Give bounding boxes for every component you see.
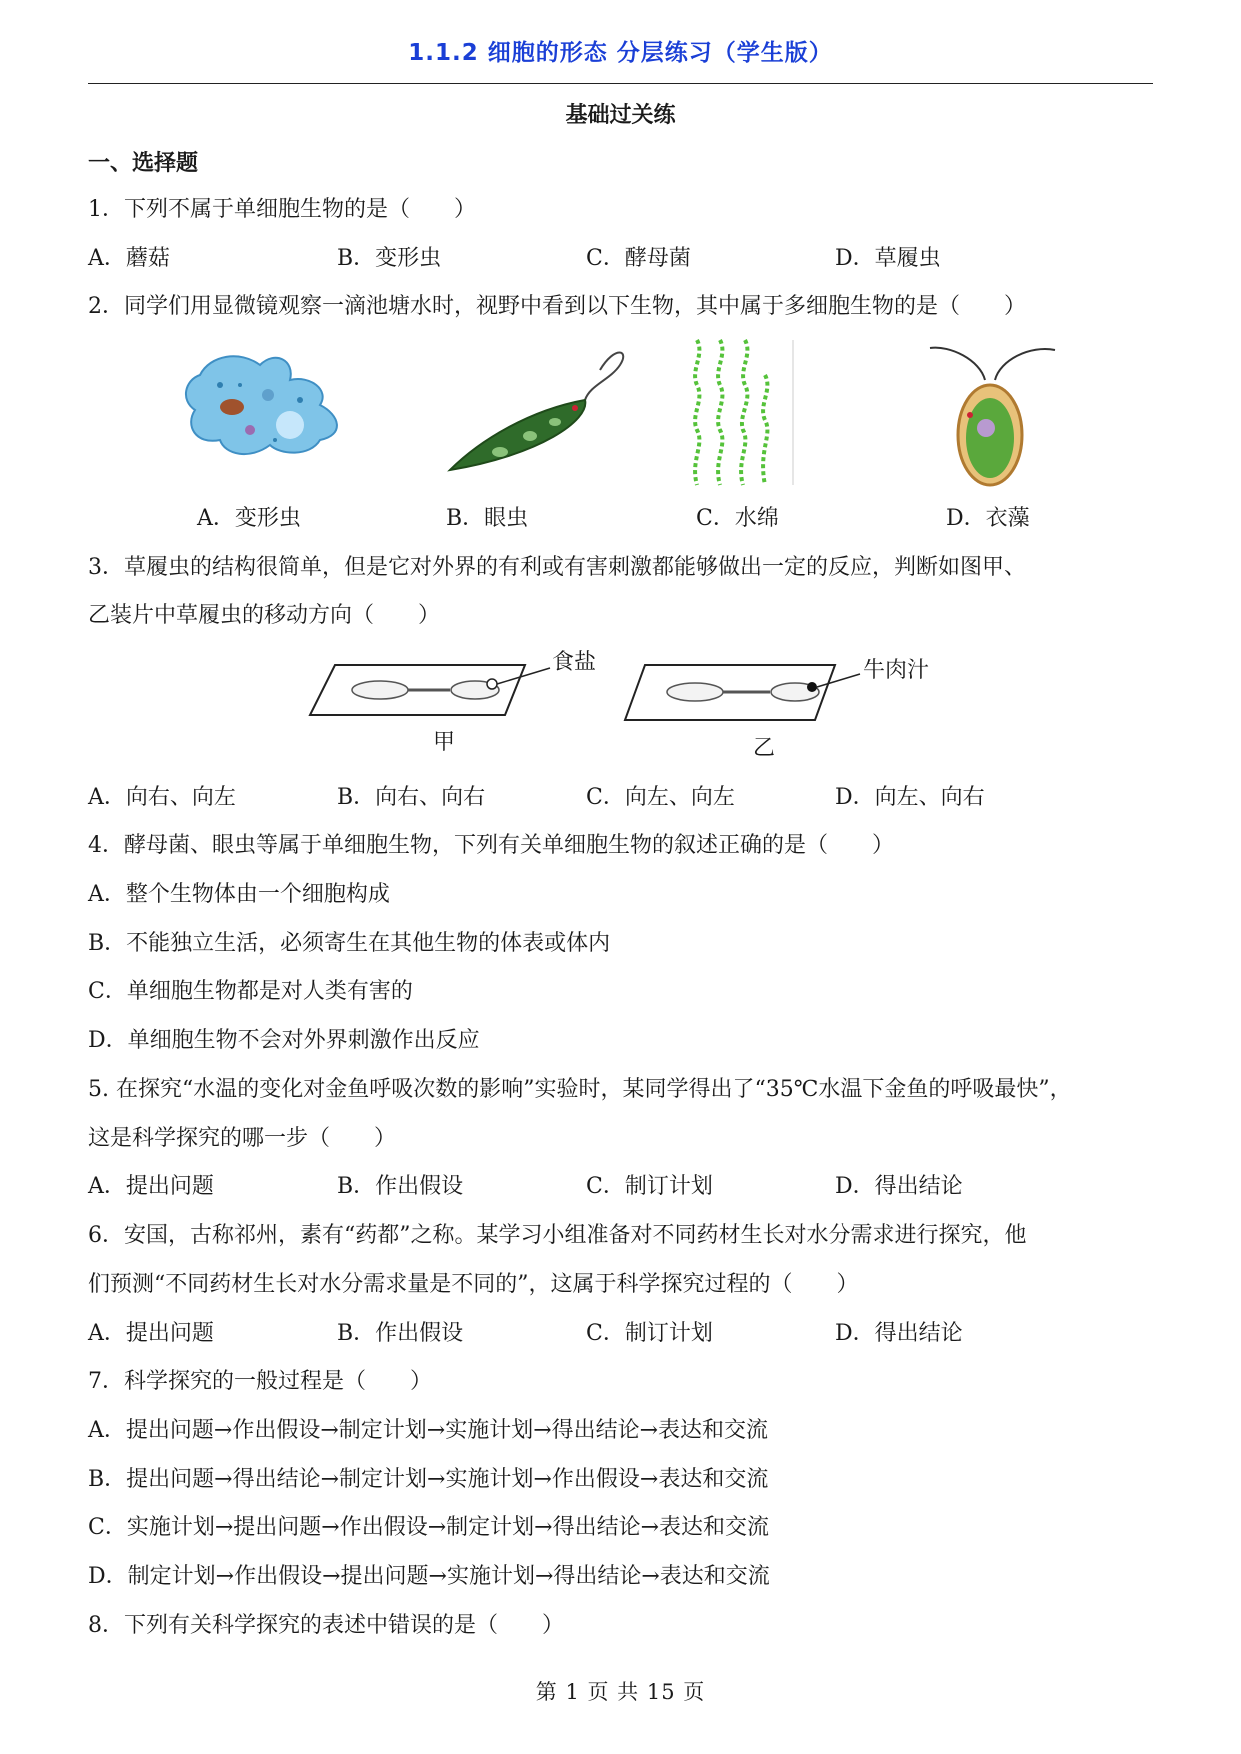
question-7-option-a: A．提出问题→作出假设→制定计划→实施计划→得出结论→表达和交流 <box>88 1418 769 1443</box>
question-1-option-d: D．草履虫 <box>835 246 941 271</box>
amoeba-image <box>180 345 350 465</box>
question-3-option-d: D．向左、向右 <box>835 785 985 810</box>
slide-right-caption: 乙 <box>753 736 776 761</box>
section-title: 基础过关练 <box>565 103 676 128</box>
slide-left-label: 食盐 <box>552 650 597 675</box>
question-4-option-b: B．不能独立生活，必须寄生在其他生物的体表或体内 <box>88 931 611 956</box>
question-6-stem-line-1: 6．安国，古称祁州，素有“药都”之称。某学习小组准备对不同药材生长对水分需求进行探究，他 <box>88 1223 1027 1248</box>
question-6-option-a: A．提出问题 <box>88 1321 214 1346</box>
question-3-stem-line-2: 乙装片中草履虫的移动方向（ ） <box>88 603 441 628</box>
question-6-option-b: B．作出假设 <box>337 1321 464 1346</box>
question-8-stem: 8．下列有关科学探究的表述中错误的是（ ） <box>88 1613 564 1638</box>
question-2-option-b: B．眼虫 <box>446 506 529 531</box>
question-1-option-b: B．变形虫 <box>337 246 442 271</box>
question-4-stem: 4．酵母菌、眼虫等属于单细胞生物，下列有关单细胞生物的叙述正确的是（ ） <box>88 833 894 858</box>
page-number: 第 1 页 共 15 页 <box>535 1680 706 1704</box>
slide-diagram <box>300 640 950 760</box>
slide-right-label: 牛肉汁 <box>863 658 930 683</box>
question-3-stem-line-1: 3．草履虫的结构很简单，但是它对外界的有利或有害刺激都能够做出一定的反应，判断如图甲、 <box>88 555 1027 580</box>
question-3-option-c: C．向左、向左 <box>586 785 735 810</box>
question-1-option-a: A．蘑菇 <box>88 246 170 271</box>
page-title: 1.1.2 细胞的形态 分层练习（学生版） <box>408 40 833 66</box>
question-5-stem-line-1: 5. 在探究“水温的变化对金鱼呼吸次数的影响”实验时，某同学得出了“35℃水温下金鱼的呼吸最快”， <box>88 1077 1072 1102</box>
part-title: 一、选择题 <box>88 151 199 176</box>
question-2-option-d: D．衣藻 <box>946 506 1030 531</box>
question-7-stem: 7．科学探究的一般过程是（ ） <box>88 1369 432 1394</box>
title-divider <box>88 83 1153 84</box>
question-4-option-d: D．单细胞生物不会对外界刺激作出反应 <box>88 1028 480 1053</box>
question-7-option-d: D．制定计划→作出假设→提出问题→实施计划→得出结论→表达和交流 <box>88 1564 770 1589</box>
question-5-option-d: D．得出结论 <box>835 1174 963 1199</box>
question-6-stem-line-2: 们预测“不同药材生长对水分需求量是不同的”，这属于科学探究过程的（ ） <box>88 1272 859 1297</box>
question-5-stem-line-2: 这是科学探究的哪一步（ ） <box>88 1126 397 1151</box>
question-1-stem: 1．下列不属于单细胞生物的是（ ） <box>88 197 476 222</box>
question-6-option-d: D．得出结论 <box>835 1321 963 1346</box>
question-2-option-c: C．水绵 <box>696 506 779 531</box>
question-4-option-c: C．单细胞生物都是对人类有害的 <box>88 979 413 1004</box>
euglena-image <box>440 340 640 480</box>
spirogyra-image <box>685 335 795 490</box>
chlamydomonas-image <box>920 340 1060 490</box>
question-3-option-b: B．向右、向右 <box>337 785 486 810</box>
question-7-option-b: B．提出问题→得出结论→制定计划→实施计划→作出假设→表达和交流 <box>88 1467 769 1492</box>
question-6-option-c: C．制订计划 <box>586 1321 713 1346</box>
question-2-option-a: A．变形虫 <box>197 506 301 531</box>
question-4-option-a: A．整个生物体由一个细胞构成 <box>88 882 390 907</box>
question-5-option-a: A．提出问题 <box>88 1174 214 1199</box>
question-2-stem: 2．同学们用显微镜观察一滴池塘水时，视野中看到以下生物，其中属于多细胞生物的是（ ） <box>88 294 1027 319</box>
question-5-option-c: C．制订计划 <box>586 1174 713 1199</box>
question-5-option-b: B．作出假设 <box>337 1174 464 1199</box>
question-3-option-a: A．向右、向左 <box>88 785 236 810</box>
question-7-option-c: C．实施计划→提出问题→作出假设→制定计划→得出结论→表达和交流 <box>88 1515 770 1540</box>
question-1-option-c: C．酵母菌 <box>586 246 691 271</box>
slide-left-caption: 甲 <box>433 730 456 755</box>
